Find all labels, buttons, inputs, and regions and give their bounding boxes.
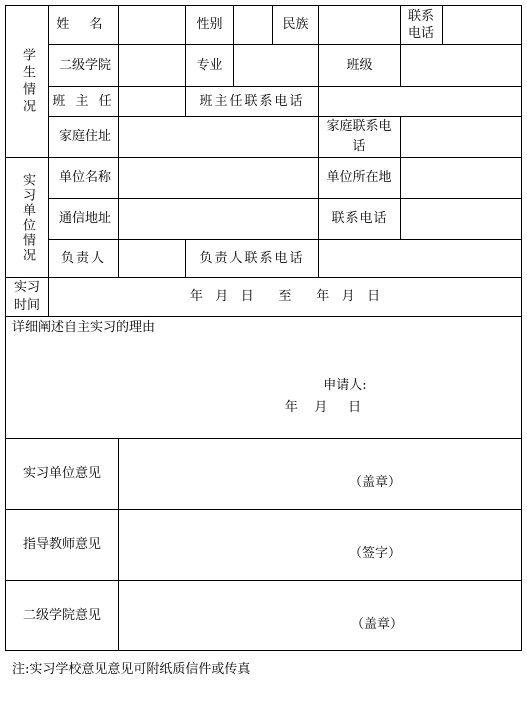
- unit-location-label: 单位所在地: [326, 170, 392, 185]
- home-address-value[interactable]: [119, 117, 318, 157]
- unit-location-value[interactable]: [401, 158, 521, 198]
- internship-time-label: 实习时间: [13, 280, 40, 313]
- teacher-opinion-label: 指导教师意见: [22, 537, 101, 552]
- college-opinion-field[interactable]: [119, 581, 521, 650]
- reason-label: 详细阐述自主实习的理由: [12, 320, 156, 335]
- major-value[interactable]: [234, 45, 318, 86]
- responsible-phone-value[interactable]: [319, 240, 521, 277]
- contact-phone-label: 联系电话: [331, 211, 388, 226]
- ethnicity-value[interactable]: [319, 6, 400, 44]
- college-value[interactable]: [119, 45, 185, 86]
- college-opinion-label: 二级学院意见: [22, 607, 101, 623]
- home-phone-value[interactable]: [401, 117, 521, 157]
- teacher-opinion-field[interactable]: [119, 510, 521, 580]
- head-teacher-value[interactable]: [119, 87, 185, 116]
- name-label: 姓 名: [56, 17, 111, 32]
- mailing-address-value[interactable]: [119, 199, 318, 239]
- ethnicity-label: 民族: [282, 17, 309, 32]
- col-divider: [318, 116, 319, 158]
- unit-name-value[interactable]: [119, 158, 318, 198]
- head-teacher-phone-label: 班主任联系电话: [199, 93, 305, 109]
- unit-opinion-label: 实习单位意见: [22, 466, 101, 481]
- home-address-label: 家庭住址: [58, 129, 111, 144]
- gender-value[interactable]: [234, 6, 272, 44]
- class-label: 班级: [346, 57, 373, 73]
- table-border-bottom: [5, 650, 522, 651]
- responsible-phone-label: 负责人联系电话: [199, 250, 305, 266]
- teacher-opinion-signature: （签字）: [348, 546, 401, 561]
- application-date: 年 月 日: [284, 400, 362, 415]
- contact-phone-value[interactable]: [401, 199, 521, 239]
- college-label: 二级学院: [58, 57, 111, 73]
- unit-opinion-seal: （盖章）: [348, 475, 401, 490]
- name-value[interactable]: [119, 6, 185, 44]
- head-teacher-phone-value[interactable]: [319, 87, 521, 116]
- class-value[interactable]: [401, 45, 521, 86]
- unit-name-label: 单位名称: [58, 170, 111, 185]
- phone-value[interactable]: [443, 6, 521, 44]
- unit-section-title: 实习单位情况: [20, 172, 35, 263]
- major-label: 专业: [196, 57, 223, 73]
- col-divider: [400, 5, 401, 45]
- responsible-person-value[interactable]: [119, 240, 185, 277]
- internship-time-range[interactable]: 年 月 日 至 年 月 日: [189, 289, 381, 304]
- table-border-right: [521, 5, 522, 651]
- mailing-address-label: 通信地址: [58, 211, 111, 226]
- college-opinion-seal: （盖章）: [350, 617, 403, 632]
- unit-opinion-field[interactable]: [119, 439, 521, 509]
- home-phone-label: 家庭联系电话: [326, 119, 392, 154]
- applicant-label: 申请人:: [323, 378, 367, 393]
- responsible-person-label: 负责人: [60, 250, 106, 266]
- head-teacher-label: 班 主 任: [52, 93, 115, 109]
- gender-label: 性别: [196, 17, 223, 32]
- footnote: 注:实习学校意见意见可附纸质信件或传真: [12, 662, 251, 677]
- student-section-title: 学生情况: [20, 47, 35, 116]
- phone-label: 联系电话: [407, 9, 434, 41]
